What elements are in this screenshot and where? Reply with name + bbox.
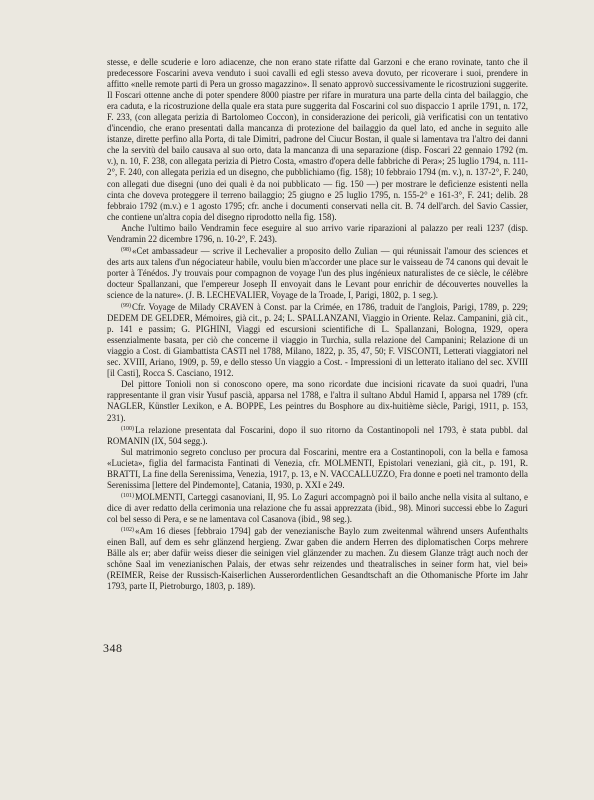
paragraph-tonioli: Del pittore Tonioli non si conoscono opere, ma sono ricordate due incisioni ricavate da suoi quadri, l'una rappresentante il gran visir Yusuf pascià, apparsa nel 1788, e l'altra il sultano Abdul Hamid I, apparsa nel 1789 (cfr. NAGLER, Künstler Lexikon, e A. BOPPE, Les peintres du Bosphore au dix-huitième siècle, Parigi, 1911, p. 153, 231). [107,379,528,423]
paragraph-matrimonio: Sul matrimonio segreto concluso per procura dal Foscarini, mentre era a Costantinopoli, con la bella e famosa «Lucieta», figlia del farmacista Fantinati di Venezia, cfr. MOLMENTI, Epistolari veneziani, già cit., p. 191, R. BRATTI, La fine della Serenissima, Venezia, 1917, p. 13, e N. VACCALLUZZO, Fra donne e poeti nel tramonto della Serenissima [lettere del Pindemonte], Catania, 1930, p. XXI e 249. [107,446,528,490]
note-100 [107,424,528,447]
note-number: (102) [121,526,134,533]
note-number: (100) [121,425,134,432]
note-text: «Cet ambassadeur — scrive il Lechevalier a proposito dello Zulian — qui réunissait l'amour des sciences et des arts aux talens d'un négociateur habile, voulu bien m'accorder une place sur le vaisseau de 74 canons qui devait le porter à Ténédos. J'y trouvais pour compagnon de voyage l'un des plus ingénieux naturalistes de ce siècle, le célèbre docteur Spallanzani, que l'empereur Joseph II envoyait dans le Levant pour enrichir de découvertes nouvelles la science de la nature». (J. B. LECHEVALIER, Voyage de la Troade, I, Parigi, 1802, p. 1 seg.). [107,245,528,300]
note-101 [107,491,528,525]
page-number: 348 [103,641,123,655]
note-98 [107,245,528,301]
paragraph-vendramin: Anche l'ultimo bailo Vendramin fece eseguire al suo arrivo varie riparazioni al palazzo per reali 1237 (disp. Vendramin 22 dicembre 1796, n. 10-2°, F. 243). [107,222,528,244]
paragraph-continuation: stesse, e delle scuderie e loro adiacenze, che non erano state rifatte dal Garzoni e che erano rovinate, tanto che il predecessore Foscarini aveva venduto i suoi cavalli ed egli stesso aveva dovuto, per ricoverare i suoi, prendere in affitto «nelle remote parti di Pera un grosso magazzino». Il senato approvò successivamente le ricostruzioni suggerite. Il Foscari ottenne anche di poter spendere 8000 piastre per rifare in muratura una parte della cinta del bailaggio, che era caduta, e la ricostruzione della quale era stata pure suggerita dal Foscarini col suo dispaccio 1 aprile 1791, n. 172, F. 233, (con allegata perizia di Bartolomeo Coccon), in considerazione dei pericoli, già verificatisi con un tentativo d'incendio, che erano presentati dalla mancanza di protezione del bailaggio da quel lato, ed anche in seguito alle istanze, dirette perfino alla Porta, di tale Dimitri, padrone del Ciucur Bostan, il quale si lamentava tra l'altro dei danni che la servitù del bailo causava al suo orto, data la mancanza di una separazione (disp. Foscari 22 gennaio 1792 (m. v.), n. 10, F. 238, con allegata perizia di Pietro Costa, «mastro d'opera delle fabbriche di Pera»; 25 luglio 1794, n. 111-2°, F. 240, con allegata perizia ed un disegno, che pubblichiamo (fig. 158); 10 febbraio 1794 (m. v.), n. 137-2°, F. 240, con allegati due disegni (uno dei quali è da noi pubblicato — fig. 150 —) per mostrare le deficienze esistenti nella cinta che doveva proteggere il terreno bailaggio; 25 giugno e 25 luglio 1795, n. 155-2° e 161-3°, F. 241; delib. 28 febbraio 1792 (m.v.) e 1 agosto 1795; cfr. anche i documenti conservati nella cit. B. 74 dell'arch. del Savio Cassier, che contiene un'altra copia del disegno riprodotto nella fig. 158). [107,57,528,222]
note-number: (98) [121,246,131,253]
note-102 [107,525,528,592]
text-block [107,57,528,592]
note-text: «Am 16 dieses [febbraio 1794] gab der venezianische Baylo zum zweitenmal während unsers Aufenthalts einen Ball, auf dem es sehr glänzend hergieng. Zwar gaben die andern Herren des diplomatischen Corps mehrere Bälle als er; aber dafür weiss dieser die seinigen viel glänzender zu machen. Zu diesem Glanze trägt auch noch der schöne Saal im venezianischen Palais, der etwas sehr reizendes und theatralisches in seiner form hat, viel bei» (REIMER, Reise der Russisch-Kaiserlichen Ausserordentlichen Gesandtschaft an die Othomanische Pforte im Jahr 1793, parte II, Pietroburgo, 1803, p. 189). [107,525,528,592]
note-text: La relazione presentata dal Foscarini, dopo il suo ritorno da Costantinopoli nel 1793, è stata pubbl. dal ROMANIN (IX, 504 segg.). [107,424,528,446]
note-99 [107,301,528,379]
note-text: Cfr. Voyage de Milady CRAVEN à Const. par la Crimée, en 1786, traduit de l'anglois, Parigi, 1789, p. 229; DEDEM DE GELDER, Mémoires, già cit., p. 24; L. SPALLANZANI, Viaggio in Oriente. Relaz. Campanini, già cit., p. 141 e passim; G. PIGHINI, Viaggi ed escursioni scientifiche di L. Spallanzani, Bologna, 1929, opera essenzialmente basata, per ciò che concerne il viaggio in Turchia, sulla relazione del Campanini; Relazione di un viaggio a Cost. di Giambattista CASTI nel 1788, Milano, 1822, p. 35, 47, 50; F. VISCONTI, Letterati viaggiatori nel sec. XVIII, Ariano, 1909, p. 59, e dello stesso Un viaggio a Cost. - Impressioni di un letterato italiano del sec. XVIII [il Casti], Rocca S. Casciano, 1912. [107,302,528,379]
note-text: MOLMENTI, Carteggi casanoviani, II, 95. Lo Zaguri accompagnò poi il bailo anche nella visita al sultano, e dice di aver redatto della cerimonia una relazione che fu assai apprezzata (ibid., 98). Minori successi ebbe lo Zaguri col bel sesso di Pera, e se ne lamentava col Casanova (ibid., 98 seg.). [107,491,528,524]
note-number: (101) [121,492,134,499]
note-number: (99) [121,303,131,310]
